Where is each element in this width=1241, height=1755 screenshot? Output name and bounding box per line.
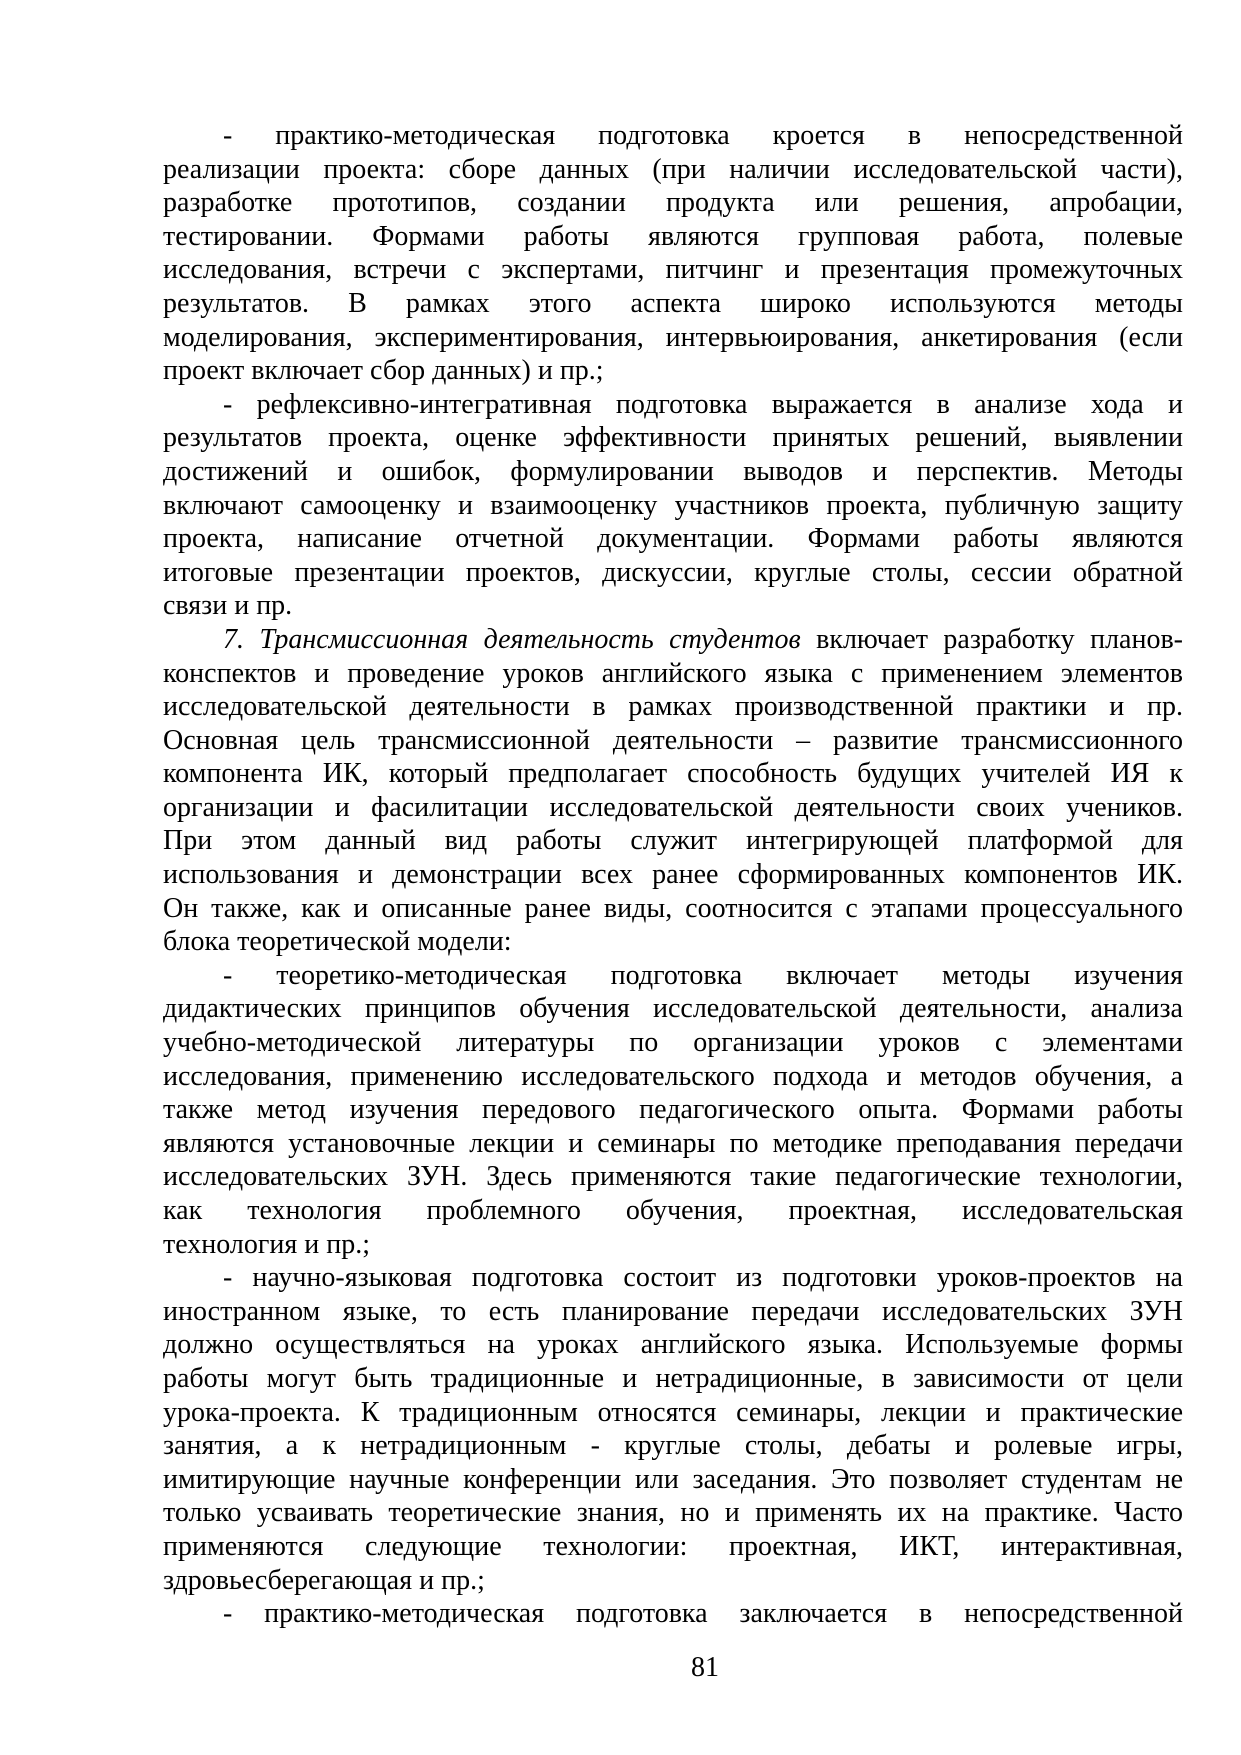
text-line	[163, 724, 1183, 758]
text-run: иностранном языке, то есть планирование передачи исследовательских ЗУН	[163, 1295, 1183, 1327]
text-run: использования и демонстрации всех ранее сформированных компонентов ИК.	[163, 859, 1183, 891]
text-run: Основная цель трансмиссионной деятельности – развитие трансмиссионного	[163, 724, 1183, 756]
text-run: блока теоретической модели:	[163, 926, 512, 958]
text-line	[163, 421, 1183, 455]
text-run: результатов проекта, оценке эффективности принятых решений, выявлении	[163, 422, 1183, 454]
text-run: также метод изучения передового педагогического опыта. Формами работы	[163, 1094, 1183, 1126]
text-line	[163, 1496, 1183, 1530]
text-run: проект включает сбор данных) и пр.;	[163, 355, 604, 387]
text-line	[163, 1530, 1183, 1564]
text-run: компонента ИК, который предполагает способность будущих учителей ИЯ к	[163, 758, 1183, 790]
text-run: являются установочные лекции и семинары по методике преподавания передачи	[163, 1127, 1183, 1159]
text-line	[163, 690, 1183, 724]
text-run: - практико-методическая подготовка кроется в непосредственной	[223, 120, 1183, 151]
text-run: работы могут быть традиционные и нетрадиционные, в зависимости от цели	[163, 1362, 1183, 1394]
text-run: применяются следующие технологии: проектная, ИКТ, интерактивная,	[163, 1530, 1183, 1562]
text-run: технология и пр.;	[163, 1228, 370, 1260]
text-line	[163, 220, 1183, 254]
text-line	[163, 1060, 1183, 1094]
text-line	[163, 119, 1183, 153]
text-line	[163, 253, 1183, 287]
text-run: исследовательских ЗУН. Здесь применяются такие педагогические технологии,	[163, 1161, 1183, 1193]
text-run: проекта, написание отчетной документации. Формами работы являются	[163, 523, 1183, 555]
text-line	[163, 1396, 1183, 1430]
text-run: - теоретико-методическая подготовка включает методы изучения	[223, 959, 1183, 991]
text-line	[163, 1194, 1183, 1228]
text-line	[163, 1564, 1183, 1598]
text-run: моделирования, экспериментирования, интервьюирования, анкетирования (если	[163, 321, 1183, 353]
text-run: включает разработку планов-	[800, 623, 1183, 655]
text-line	[163, 1463, 1183, 1497]
text-run: связи и пр.	[163, 590, 293, 622]
text-run: имитирующие научные конференции или заседания. Это позволяет студентам не	[163, 1463, 1183, 1495]
text-line	[163, 623, 1183, 657]
text-run: разработке прототипов, создании продукта или решения, апробации,	[163, 187, 1183, 219]
text-run: результатов. В рамках этого аспекта широко используются методы	[163, 287, 1183, 319]
text-block	[163, 119, 1183, 1631]
text-line	[163, 522, 1183, 556]
text-line	[163, 824, 1183, 858]
text-run: достижений и ошибок, формулировании выводов и перспектив. Методы	[163, 455, 1183, 487]
page-number: 81	[691, 1652, 719, 1683]
text-line	[163, 1429, 1183, 1463]
text-line	[163, 1093, 1183, 1127]
text-run: - рефлексивно-интегративная подготовка выражается в анализе хода и	[223, 388, 1183, 420]
text-line	[163, 354, 1183, 388]
text-run: Он также, как и описанные ранее виды, соотносится с этапами процессуального	[163, 892, 1183, 924]
text-line	[163, 992, 1183, 1026]
text-run: исследования, встречи с экспертами, питчинг и презентация промежуточных	[163, 254, 1183, 286]
text-line	[163, 1160, 1183, 1194]
text-line	[163, 321, 1183, 355]
text-run: дидактических принципов обучения исследовательской деятельности, анализа	[163, 993, 1183, 1025]
italic-text-run: 7. Трансмиссионная деятельность студентов	[223, 623, 801, 655]
text-line	[163, 791, 1183, 825]
text-run: итоговые презентации проектов, дискуссии, круглые столы, сессии обратной	[163, 556, 1183, 588]
text-line	[163, 455, 1183, 489]
text-run: исследовательской деятельности в рамках производственной практики и пр.	[163, 691, 1183, 723]
text-run: включают самооценку и взаимооценку участников проекта, публичную защиту	[163, 489, 1183, 521]
text-line	[163, 925, 1183, 959]
text-run: При этом данный вид работы служит интегрирующей платформой для	[163, 825, 1183, 857]
text-run: исследования, применению исследовательского подхода и методов обучения, а	[163, 1060, 1183, 1092]
text-line	[163, 388, 1183, 422]
text-line	[163, 1295, 1183, 1329]
text-run: занятия, а к нетрадиционным - круглые столы, дебаты и ролевые игры,	[163, 1430, 1183, 1462]
text-line	[163, 489, 1183, 523]
text-line	[163, 757, 1183, 791]
text-line	[163, 959, 1183, 993]
text-run: реализации проекта: сборе данных (при наличии исследовательской части),	[163, 153, 1183, 185]
text-run: как технология проблемного обучения, проектная, исследовательская	[163, 1195, 1183, 1226]
text-line	[163, 556, 1183, 590]
text-run: учебно-методической литературы по организации уроков с элементами	[163, 1027, 1183, 1059]
text-run: организации и фасилитации исследовательской деятельности своих учеников.	[163, 791, 1183, 823]
text-run: - практико-методическая подготовка заключается в непосредственной	[223, 1598, 1183, 1630]
text-run: конспектов и проведение уроков английского языка с применением элементов	[163, 657, 1183, 689]
text-line	[163, 1228, 1183, 1262]
text-line	[163, 186, 1183, 220]
text-line	[163, 892, 1183, 926]
text-line	[163, 1127, 1183, 1161]
text-run: должно осуществляться на уроках английского языка. Используемые формы	[163, 1329, 1183, 1361]
text-line	[163, 1261, 1183, 1295]
text-line	[163, 858, 1183, 892]
text-line	[163, 1362, 1183, 1396]
text-run: - научно-языковая подготовка состоит из подготовки уроков-проектов на	[223, 1262, 1183, 1294]
text-line	[163, 287, 1183, 321]
text-run: здровьесберегающая и пр.;	[163, 1564, 485, 1596]
text-run: только усваивать теоретические знания, но и применять их на практике. Часто	[163, 1497, 1183, 1529]
text-run: тестировании. Формами работы являются групповая работа, полевые	[163, 220, 1183, 252]
text-line	[163, 153, 1183, 187]
text-line	[163, 1328, 1183, 1362]
text-run: урока-проекта. К традиционным относятся семинары, лекции и практические	[163, 1396, 1183, 1428]
text-line	[163, 657, 1183, 691]
text-line	[163, 1026, 1183, 1060]
text-line	[163, 1597, 1183, 1631]
text-line	[163, 589, 1183, 623]
